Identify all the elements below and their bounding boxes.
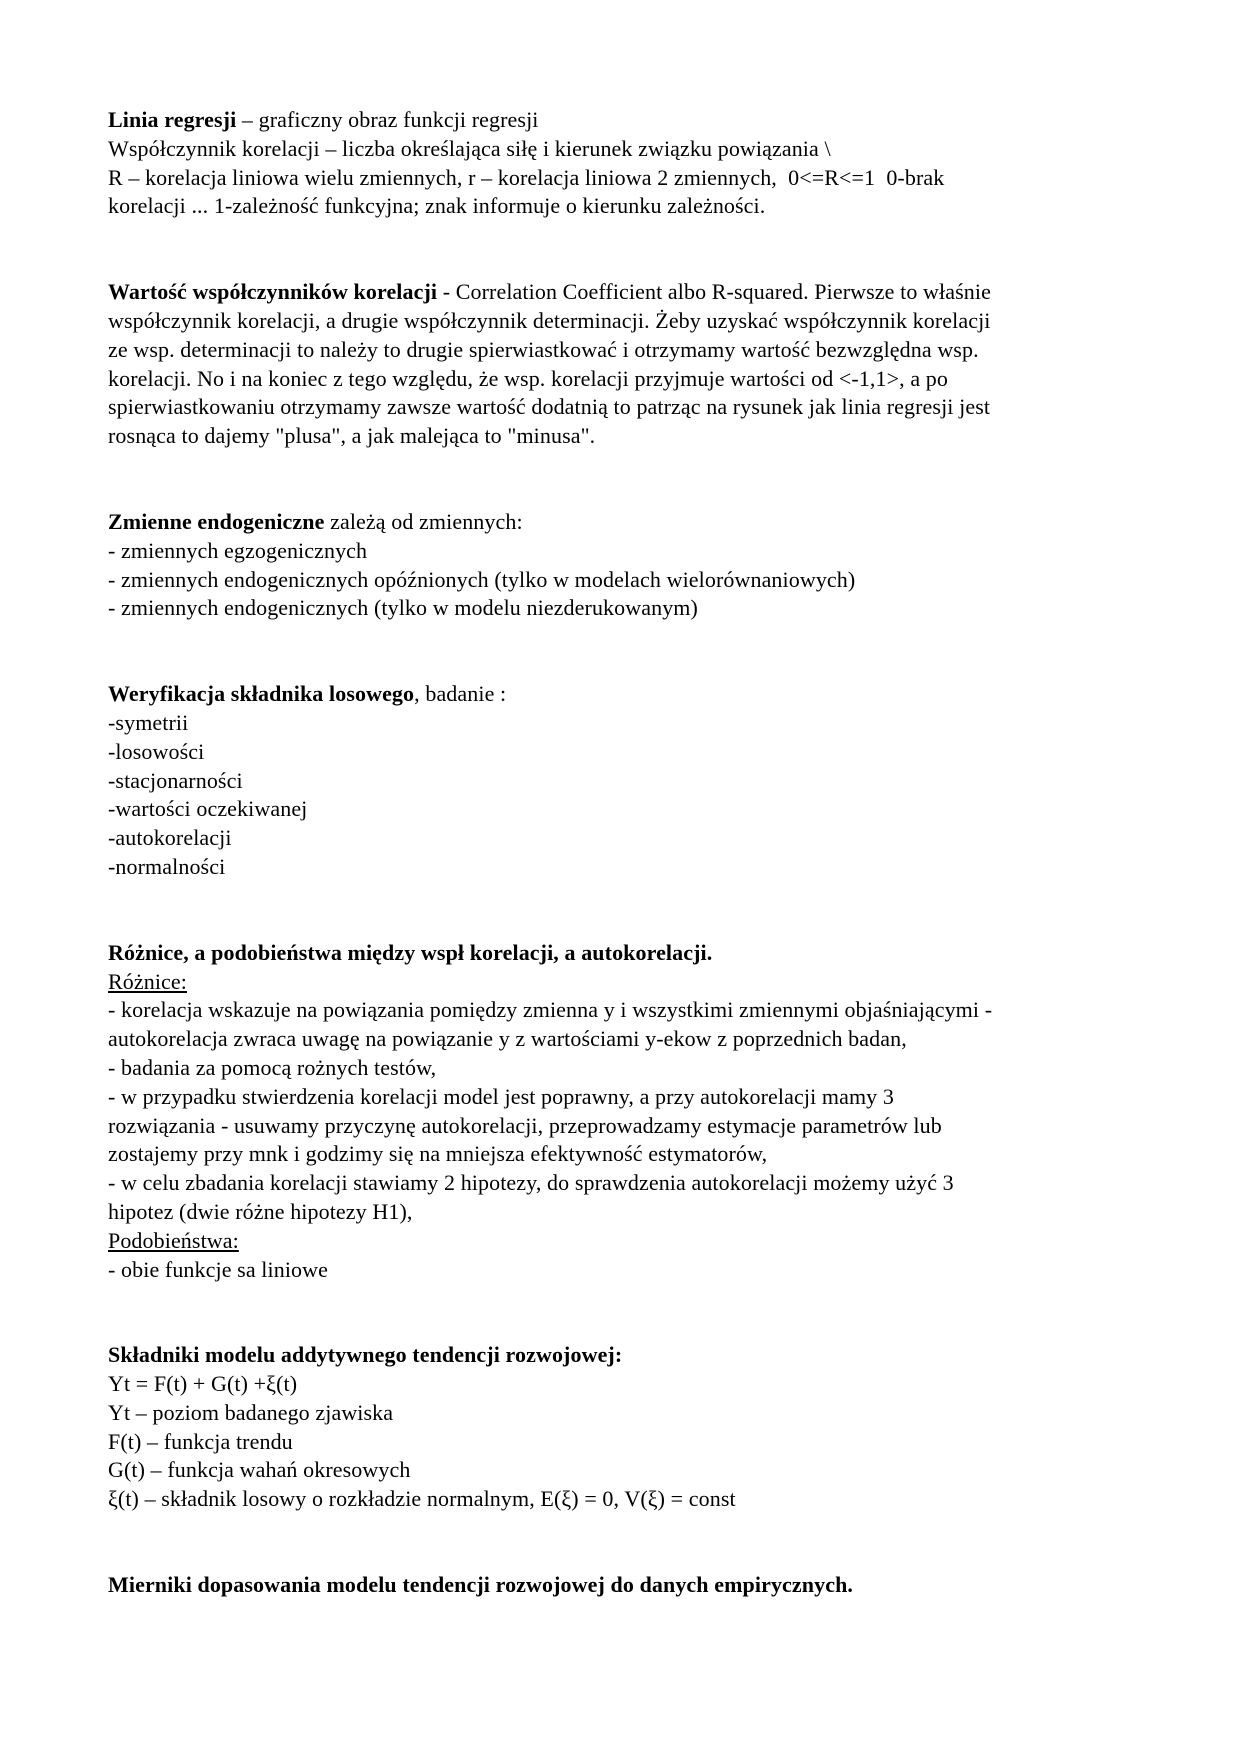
text-run: G(t) – funkcja wahań okresowych [108, 1457, 411, 1483]
text-line [108, 1169, 1140, 1198]
bold-text-run: Zmienne endogeniczne [108, 508, 325, 534]
text-line [108, 422, 1140, 451]
text-run: zależą od zmiennych: [324, 508, 523, 534]
text-run: -symetrii [108, 709, 189, 735]
text-line [108, 1256, 1140, 1285]
text-line [108, 192, 1140, 221]
text-line [108, 393, 1140, 422]
paragraph [108, 1341, 1140, 1514]
document-body [108, 106, 1140, 1600]
text-line [108, 1571, 1140, 1600]
text-line [108, 968, 1140, 997]
text-run: -autokorelacji [108, 825, 232, 851]
text-run: ξ(t) – składnik losowy o rozkładzie normalnym, E(ξ) = 0, V(ξ) = const [108, 1486, 736, 1512]
text-line [108, 278, 1140, 307]
text-line [108, 1140, 1140, 1169]
text-line [108, 795, 1140, 824]
text-run: - obie funkcje sa liniowe [108, 1256, 328, 1282]
text-line [108, 996, 1140, 1025]
text-run: -normalności [108, 853, 226, 879]
text-line [108, 1083, 1140, 1112]
text-run: -wartości oczekiwanej [108, 796, 308, 822]
text-run: współczynnik korelacji, a drugie współczynnik determinacji. Żeby uzyskać współczynnik korelacji [108, 307, 991, 333]
bold-text-run: Mierniki dopasowania modelu tendencji rozwojowej do danych empirycznych. [108, 1572, 854, 1598]
text-run: autokorelacja zwraca uwagę na powiązanie y z wartościami y-ekow z poprzednich badan, [108, 1026, 907, 1052]
underlined-text-run: Podobieństwa: [108, 1227, 239, 1253]
text-run: ze wsp. determinacji to należy to drugie spierwiastkować i otrzymamy wartość bezwzględna wsp. [108, 336, 979, 362]
text-line [108, 939, 1140, 968]
bold-text-run: Linia regresji [108, 107, 237, 132]
text-run: korelacji ... 1-zależność funkcyjna; znak informuje o kierunku zależności. [108, 193, 766, 219]
text-run: - w celu zbadania korelacji stawiamy 2 hipotezy, do sprawdzenia autokorelacji możemy użyć 3 [108, 1170, 954, 1196]
text-run: -stacjonarności [108, 767, 243, 793]
paragraph [108, 508, 1140, 623]
text-line [108, 537, 1140, 566]
text-run: , badanie : [414, 681, 507, 707]
text-run: - zmiennych egzogenicznych [108, 537, 368, 563]
text-line [108, 135, 1140, 164]
text-line [108, 1198, 1140, 1227]
bold-text-run: Różnice, a podobieństwa między wspł korelacji, a autokorelacji. [108, 939, 713, 965]
text-run: - badania za pomocą rożnych testów, [108, 1054, 437, 1080]
text-line [108, 1485, 1140, 1514]
text-line [108, 1370, 1140, 1399]
text-line [108, 1428, 1140, 1457]
text-run: – graficzny obraz funkcji regresji [236, 107, 539, 132]
text-run: F(t) – funkcja trendu [108, 1428, 293, 1454]
text-run: korelacji. No i na koniec z tego względu, że wsp. korelacji przyjmuje wartości od <-1,1>, a po [108, 365, 948, 391]
text-run: Współczynnik korelacji – liczba określająca siłę i kierunek związku powiązania \ [108, 135, 831, 161]
text-line [108, 307, 1140, 336]
text-line [108, 738, 1140, 767]
text-line [108, 680, 1140, 709]
text-run: - korelacja wskazuje na powiązania pomiędzy zmienna y i wszystkimi zmiennymi objaśniającymi - [108, 997, 993, 1023]
text-run: rozwiązania - usuwamy przyczynę autokorelacji, przeprowadzamy estymacje parametrów lub [108, 1112, 942, 1138]
text-run: spierwiastkowaniu otrzymamy zawsze wartość dodatnią to patrząc na rysunek jak linia regresji jest [108, 394, 991, 420]
text-line [108, 106, 1140, 135]
paragraph [108, 1571, 1140, 1600]
bold-text-run: Wartość współczynników korelacji [108, 279, 438, 305]
text-line [108, 1341, 1140, 1370]
text-line [108, 1227, 1140, 1256]
text-run: Yt = F(t) + G(t) +ξ(t) [108, 1371, 298, 1397]
text-line [108, 1025, 1140, 1054]
text-line [108, 767, 1140, 796]
text-line [108, 1399, 1140, 1428]
text-run: - zmiennych endogenicznych opóźnionych (tylko w modelach wielorównaniowych) [108, 566, 856, 592]
text-line [108, 824, 1140, 853]
text-line [108, 365, 1140, 394]
text-line [108, 709, 1140, 738]
text-run: Yt – poziom badanego zjawiska [108, 1399, 394, 1425]
text-line [108, 1112, 1140, 1141]
text-line [108, 566, 1140, 595]
text-run: - zmiennych endogenicznych (tylko w modelu niezderukowanym) [108, 595, 698, 621]
text-run: - Correlation Coefficient albo R-squared. Pierwsze to właśnie [437, 279, 991, 305]
underlined-text-run: Różnice: [108, 968, 187, 994]
text-line [108, 508, 1140, 537]
paragraph [108, 939, 1140, 1285]
text-line [108, 853, 1140, 882]
text-run: - w przypadku stwierdzenia korelacji model jest poprawny, a przy autokorelacji mamy 3 [108, 1083, 894, 1109]
text-line [108, 594, 1140, 623]
paragraph [108, 278, 1140, 451]
text-line [108, 164, 1140, 193]
text-run: rosnąca to dajemy "plusa", a jak malejąca to "minusa". [108, 423, 596, 449]
paragraph [108, 106, 1140, 221]
text-line [108, 1054, 1140, 1083]
bold-text-run: Weryfikacja składnika losowego [108, 681, 415, 707]
bold-text-run: Składniki modelu addytywnego tendencji rozwojowej: [108, 1342, 623, 1368]
text-line [108, 336, 1140, 365]
text-run: R – korelacja liniowa wielu zmiennych, r – korelacja liniowa 2 zmiennych, 0<=R<=1 0-brak [108, 164, 945, 190]
text-run: hipotez (dwie różne hipotezy H1), [108, 1198, 413, 1224]
text-run: -losowości [108, 738, 205, 764]
paragraph [108, 680, 1140, 882]
text-run: zostajemy przy mnk i godzimy się na mniejsza efektywność estymatorów, [108, 1141, 768, 1167]
text-line [108, 1456, 1140, 1485]
